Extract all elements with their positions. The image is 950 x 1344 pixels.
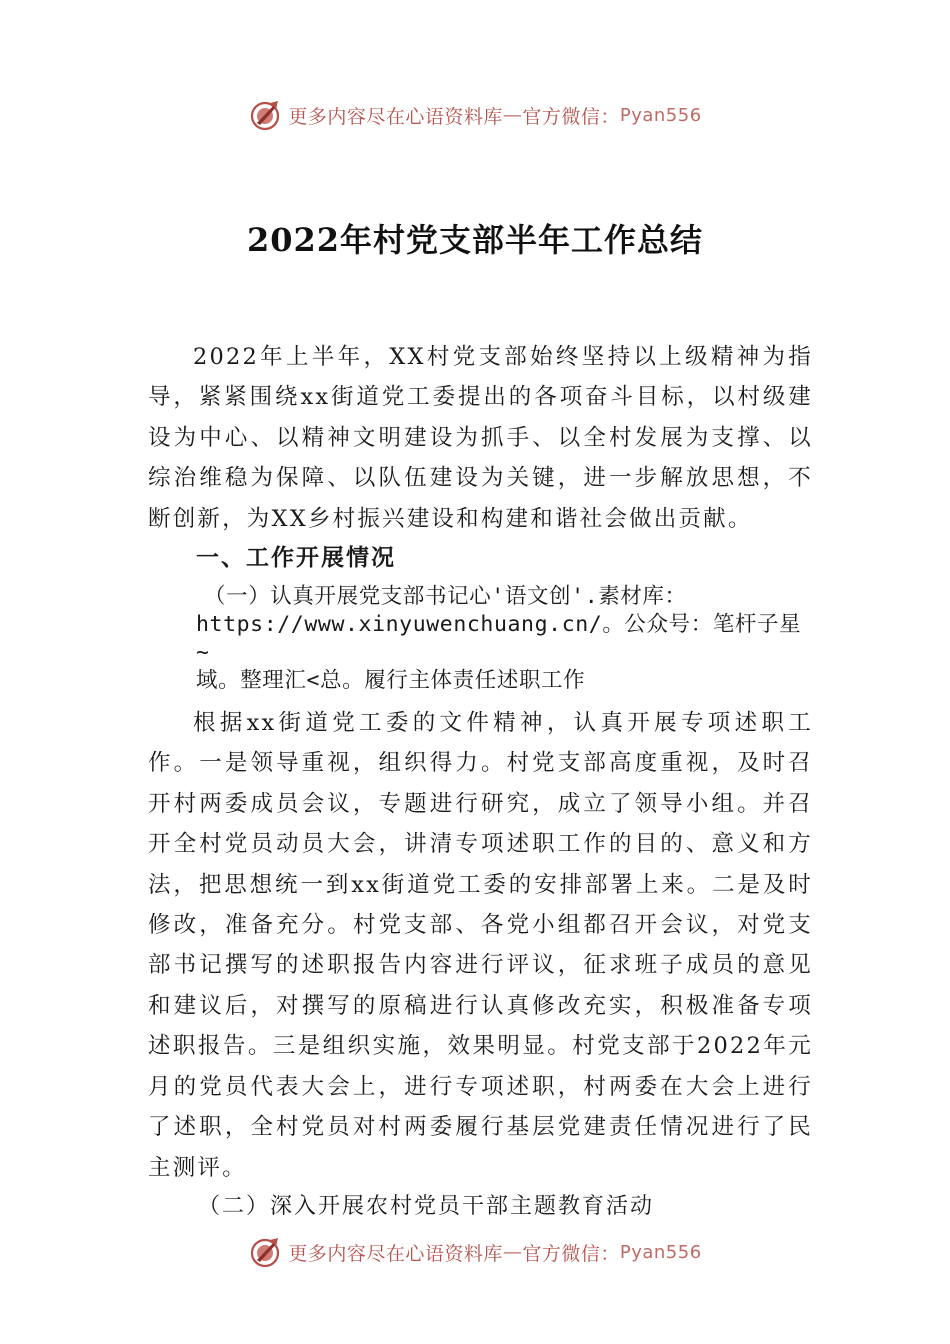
watermark-separator: —: [502, 1241, 523, 1263]
subsection-heading-1-line-3: 域。整理汇<总。履行主体责任述职工作: [196, 668, 586, 694]
watermark-header: [0, 95, 950, 135]
watermark-label: 官方微信：: [522, 105, 620, 128]
brush-logo-icon: [248, 98, 282, 132]
subsection-heading-1-line-1: （一）认真开展党支部书记心'语文创'.素材库：: [204, 584, 687, 610]
document-body: [148, 337, 813, 1222]
intro-paragraph: 2022年上半年，XX村党支部始终坚持以上级精神为指导，紧紧围绕xx街道党工委提出的各项奋斗目标，以村级建设为中心、以精神文明建设为抓手、以全村发展为支撑、以综治维稳为保障、以队伍建设为关键，进一步解放思想，不断创新，为XX乡村振兴建设和构建和谐社会做出贡献。: [148, 344, 813, 532]
brush-logo-icon: [248, 1235, 282, 1269]
watermark-label: 官方微信：: [522, 1242, 620, 1265]
subsection-1-paragraph: 根据xx街道党工委的文件精神，认真开展专项述职工作。一是领导重视，组织得力。村党支部高度重视，及时召开村两委成员会议，专题进行研究，成立了领导小组。并召开全村党员动员大会，讲清专项述职工作的目的、意义和方法，把思想统一到xx街道党工委的安排部署上来。二是及时修改，准备充分。村党支部、各党小组都召开会议，对党支部书记撰写的述职报告内容进行评议，征求班子成员的意见和建议后，对撰写的原稿进行认真修改充实，积极准备专项述职报告。三是组织实施，效果明显。村党支部于2022年元月的党员代表大会上，进行专项述职，村两委在大会上进行了述职，全村党员对村两委履行基层党建责任情况进行了民主测评。: [148, 710, 813, 1181]
watermark-text: 更多内容尽在心语资料库: [288, 1242, 503, 1265]
watermark-footer: [0, 1232, 950, 1272]
subsection-heading-1: [148, 583, 813, 695]
watermark-text: 更多内容尽在心语资料库: [288, 105, 503, 128]
subsection-heading-1-line-2: https://www.xinyuwenchuang.cn/。公众号：笔杆子星~: [196, 612, 802, 666]
document-title: 2022年村党支部半年工作总结: [246, 221, 704, 259]
section-heading-1: 一、工作开展情况: [196, 544, 396, 572]
watermark-handle: Pyan556: [619, 1241, 702, 1263]
subsection-heading-2: （二）深入开展农村党员干部主题教育活动: [198, 1193, 655, 1219]
watermark-handle: Pyan556: [619, 104, 702, 126]
watermark-separator: —: [502, 104, 523, 126]
